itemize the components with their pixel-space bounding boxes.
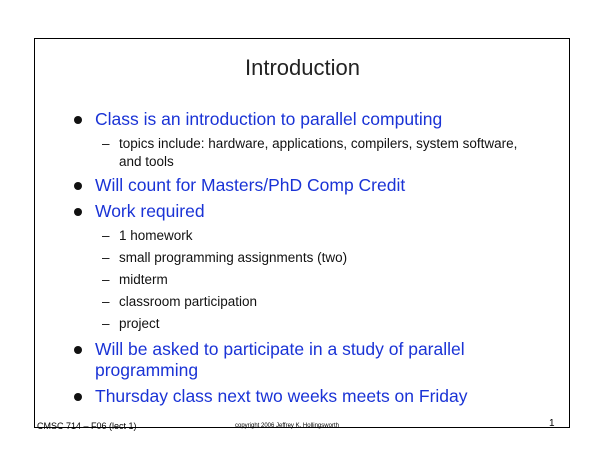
sub-bullet-text: topics include: hardware, applications, compilers, system software, and tools [119,136,518,169]
bullet-item [95,109,515,130]
sub-bullet-text: 1 homework [119,228,193,243]
bullet-dot-icon [74,393,82,401]
sub-bullet-item [102,227,519,245]
dash-icon: – [102,272,110,287]
dash-icon: – [102,228,110,243]
bullet-item [95,201,515,222]
bullet-dot-icon [74,208,82,216]
sub-bullet-text: project [119,316,160,331]
bullet-dot-icon [74,346,82,354]
sub-bullet-item [102,293,519,311]
slide-title: Introduction [245,55,360,80]
page-number: 1 [549,418,555,429]
dash-icon: – [102,136,110,151]
bullet-item [95,175,515,196]
sub-bullet-item [102,271,519,289]
bullet-text: Class is an introduction to parallel computing [95,109,443,129]
bullet-text: Will be asked to participate in a study of parallel programming [95,339,465,380]
dash-icon: – [102,250,110,265]
footer-copyright: copyright 2006 Jeffrey K. Hollingsworth [235,423,339,429]
bullet-text: Will count for Masters/PhD Comp Credit [95,175,406,195]
sub-bullet-item [102,249,519,267]
bullet-item [95,386,515,407]
dash-icon: – [102,316,110,331]
sub-bullet-text: small programming assignments (two) [119,250,348,265]
bullet-text: Work required [95,201,205,221]
bullet-dot-icon [74,182,82,190]
sub-bullet-item [102,135,519,171]
footer-course-label: CMSC 714 – F06 (lect 1) [37,421,137,431]
bullet-item [95,339,515,381]
dash-icon: – [102,294,110,309]
sub-bullet-text: classroom participation [119,294,258,309]
sub-bullet-text: midterm [119,272,168,287]
bullet-text: Thursday class next two weeks meets on Friday [95,386,468,406]
sub-bullet-item [102,315,519,333]
bullet-dot-icon [74,116,82,124]
